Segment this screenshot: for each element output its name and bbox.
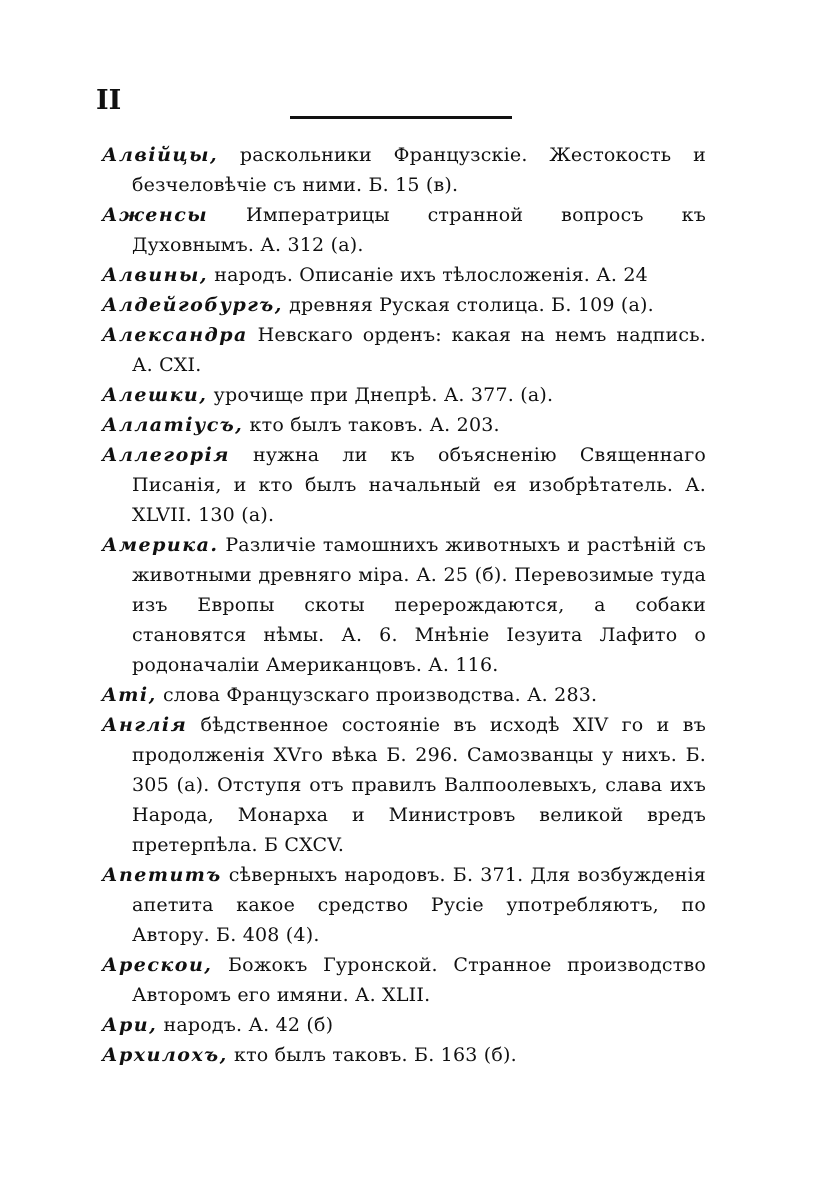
entry-text: нужна ли къ объясненію Священнаго Писанія, и кто былъ начальный ея изобрѣтатель. А. XLVII. 130 (а). bbox=[132, 444, 706, 526]
entry-text: народъ. Описаніе ихъ тѣлосложенія. А. 24 bbox=[214, 264, 648, 286]
page-number: II bbox=[96, 85, 122, 116]
entry-text: кто былъ таковъ. А. 203. bbox=[249, 414, 500, 436]
entry-headword: Алвійцы, bbox=[102, 144, 219, 166]
index-entry bbox=[102, 680, 706, 710]
index-entry bbox=[102, 140, 706, 200]
index-entry bbox=[102, 710, 706, 860]
entry-headword: Ари, bbox=[102, 1014, 158, 1036]
index-entry bbox=[102, 1040, 706, 1070]
index-entry bbox=[102, 950, 706, 1010]
entry-headword: Ami, bbox=[102, 684, 157, 706]
entry-headword: Арескои, bbox=[102, 954, 213, 976]
entry-headword: Алвины, bbox=[102, 264, 208, 286]
entry-text: бѣдственное состояніе въ исходѣ XIV го и въ продолженія XVго вѣка Б. 296. Самозванцы у нихъ. Б. 305 (а). Отступя отъ правилъ Валпоолевыхъ, слава ихъ Народа, Монарха и Министровъ великой вредъ претерпѣла. Б CXCV. bbox=[132, 714, 706, 856]
entry-text: раскольники Французскіе. Жестокость и безчеловѣчіе съ ними. Б. 15 (в). bbox=[132, 144, 706, 196]
index-entry bbox=[102, 530, 706, 680]
header-rule bbox=[290, 116, 512, 119]
entry-text: слова Французскаго производства. А. 283. bbox=[162, 684, 598, 706]
index-entry bbox=[102, 320, 706, 380]
entry-text: народъ. А. 42 (б) bbox=[163, 1014, 334, 1036]
index-entry bbox=[102, 290, 706, 320]
entry-text: сѣверныхъ народовъ. Б. 371. Для возбужденія апетита какое средство Русіе употребляютъ, по Автору. Б. 408 (4). bbox=[132, 864, 706, 946]
entry-text: Различіе тамошнихъ животныхъ и растѣній съ животными древняго міра. А. 25 (б). Перевозимые туда изъ Европы скоты перерождаются, а собаки становятся нѣмы. А. 6. Мнѣніе Іезуита Лафито о родоначаліи Американцовъ. А. 116. bbox=[132, 534, 706, 676]
entry-headword: Америка. bbox=[102, 534, 219, 556]
entry-text: кто былъ таковъ. Б. 163 (б). bbox=[234, 1044, 517, 1066]
entry-headword: Англія bbox=[102, 714, 188, 736]
index-entry bbox=[102, 1010, 706, 1040]
entry-text: Божокъ Гуронской. Странное производство Авторомъ его имяни. А. XLII. bbox=[132, 954, 706, 1006]
index-entry bbox=[102, 380, 706, 410]
entry-headword: Апетитъ bbox=[102, 864, 222, 886]
entry-headword: Аллатіусъ, bbox=[102, 414, 244, 436]
entry-text: Невскаго орденъ: какая на немъ надпись. А. CXI. bbox=[132, 324, 706, 376]
index-entry bbox=[102, 860, 706, 950]
entry-headword: Аженсы bbox=[102, 204, 209, 226]
index-entries bbox=[102, 140, 706, 1070]
entry-headword: Алдейгобургъ, bbox=[102, 294, 283, 316]
entry-headword: Алешки, bbox=[102, 384, 208, 406]
entry-text: древняя Руская столица. Б. 109 (а). bbox=[289, 294, 654, 316]
entry-text: урочище при Днепрѣ. А. 377. (а). bbox=[213, 384, 554, 406]
entry-headword: Александра bbox=[102, 324, 248, 346]
entry-headword: Аллегорія bbox=[102, 444, 230, 466]
index-entry bbox=[102, 260, 706, 290]
entry-text: Императрицы странной вопросъ къ Духовнымъ. А. 312 (а). bbox=[132, 204, 706, 256]
index-entry bbox=[102, 410, 706, 440]
index-entry bbox=[102, 440, 706, 530]
entry-headword: Архилохъ, bbox=[102, 1044, 228, 1066]
index-entry bbox=[102, 200, 706, 260]
